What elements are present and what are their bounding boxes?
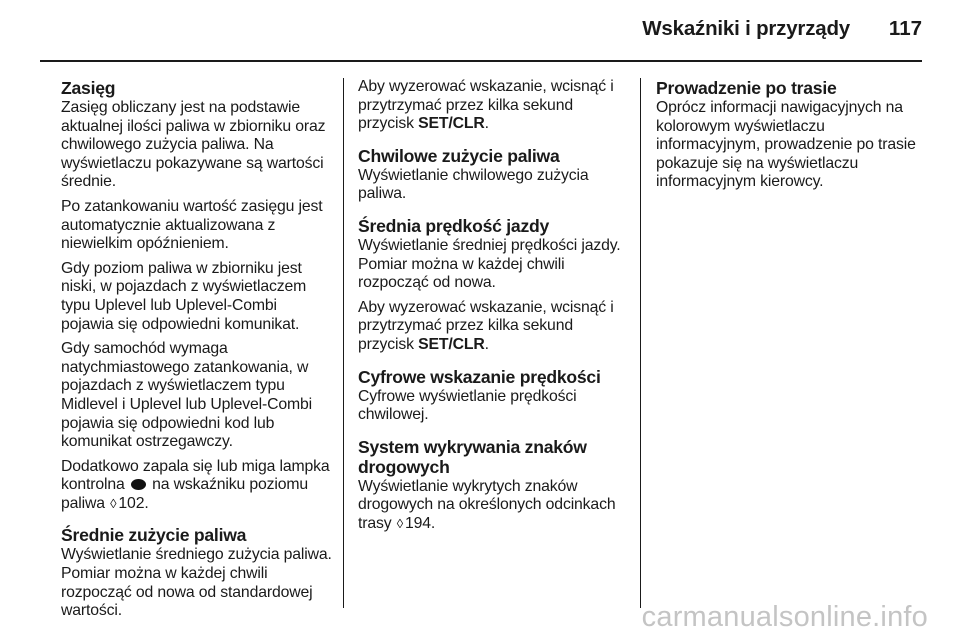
section-heading-traffic-sign-detection: System wykrywania znaków drogowych xyxy=(358,436,587,477)
paragraph: Wyświetlanie średniego zużycia paliwa. Pomiar można w każdej chwili rozpocząć od nowa od standardowej wartości. xyxy=(61,546,332,620)
section-heading-average-speed: Średnia prędkość jazdy xyxy=(358,215,550,236)
section-heading-average-consumption: Średnie zużycie paliwa xyxy=(61,525,247,546)
paragraph-text: Aby wyzerować wskazanie, wcisnąć i przytrzymać przez kilka sekund przycisk xyxy=(358,78,614,133)
paragraph: Zasięg obliczany jest na podstawie aktualnej ilości paliwa w zbiorniku oraz chwilowego zużycia paliwa. Na wyświetlaczu pokazywane są wartości średnie. xyxy=(61,99,326,191)
paragraph: Gdy poziom paliwa w zbiorniku jest niski, w pojazdach z wyświetlaczem typu Uplevel lub Uplevel-Combi pojawia się odpowiedni komunikat. xyxy=(61,259,307,333)
paragraph-reset-instruction xyxy=(358,299,630,355)
page-reference-link[interactable]: 102. xyxy=(118,494,149,512)
header-rule xyxy=(40,60,922,62)
column-right xyxy=(656,78,928,198)
watermark: carmanualsonline.info xyxy=(641,601,928,633)
section-heading-instant-consumption: Chwilowe zużycie paliwa xyxy=(358,145,560,166)
page-header-title: Wskaźniki i przyrządy xyxy=(642,17,850,40)
paragraph: Wyświetlanie chwilowego zużycia paliwa. xyxy=(358,166,589,203)
section-heading-range: Zasięg xyxy=(61,78,116,98)
paragraph-text: na wskaźniku poziomu paliwa xyxy=(61,476,309,512)
paragraph-text: Wyświetlanie wykrytych znaków drogowych na określonych odcinkach trasy xyxy=(358,477,616,532)
fuel-warning-lamp-icon xyxy=(131,479,146,490)
page-number: 117 xyxy=(888,17,922,40)
column-middle xyxy=(358,78,630,540)
punctuation: . xyxy=(484,115,489,133)
column-left xyxy=(61,78,333,627)
section-heading-route-guidance: Prowadzenie po trasie xyxy=(656,78,837,98)
paragraph: Cyfrowe wyświetlanie prędkości chwilowej. xyxy=(358,387,577,424)
column-divider-right xyxy=(640,78,641,608)
paragraph: Wyświetlanie średniej prędkości jazdy. Pomiar można w każdej chwili rozpocząć od nowa. xyxy=(358,236,621,292)
page-reference-link[interactable]: 194. xyxy=(405,514,436,532)
section-heading-digital-speed: Cyfrowe wskazanie prędkości xyxy=(358,366,601,387)
paragraph: Po zatankowaniu wartość zasięgu jest automatycznie aktualizowana z niewielkim opóźnieniem. xyxy=(61,197,323,253)
paragraph-text: Aby wyzerować wskazanie, wcisnąć i przytrzymać przez kilka sekund przycisk xyxy=(358,298,614,353)
punctuation: . xyxy=(484,335,489,353)
column-divider-left xyxy=(343,78,344,608)
paragraph-text: Dodatkowo zapala się lub miga lampka kontrolna xyxy=(61,457,330,494)
paragraph-reset-instruction xyxy=(358,78,630,134)
paragraph-fuel-lamp xyxy=(61,458,333,514)
page-reference-icon: ◊ xyxy=(110,495,117,511)
page-reference-icon: ◊ xyxy=(396,515,404,531)
paragraph: Oprócz informacji nawigacyjnych na kolorowym wyświetlaczu informacyjnym, prowadzenie po trasie pokazuje się na wyświetlaczu informacyjnym kierowcy. xyxy=(656,99,916,191)
paragraph: Gdy samochód wymaga natychmiastowego zatankowania, w pojazdach z wyświetlaczem typu Midlevel i Uplevel lub Uplevel-Combi pojawia się odpowiedni kod lub komunikat ostrzegawczy. xyxy=(61,340,312,451)
paragraph-traffic-signs xyxy=(358,478,630,534)
set-clr-button-label: SET/CLR xyxy=(418,115,485,133)
set-clr-button-label: SET/CLR xyxy=(418,335,485,353)
